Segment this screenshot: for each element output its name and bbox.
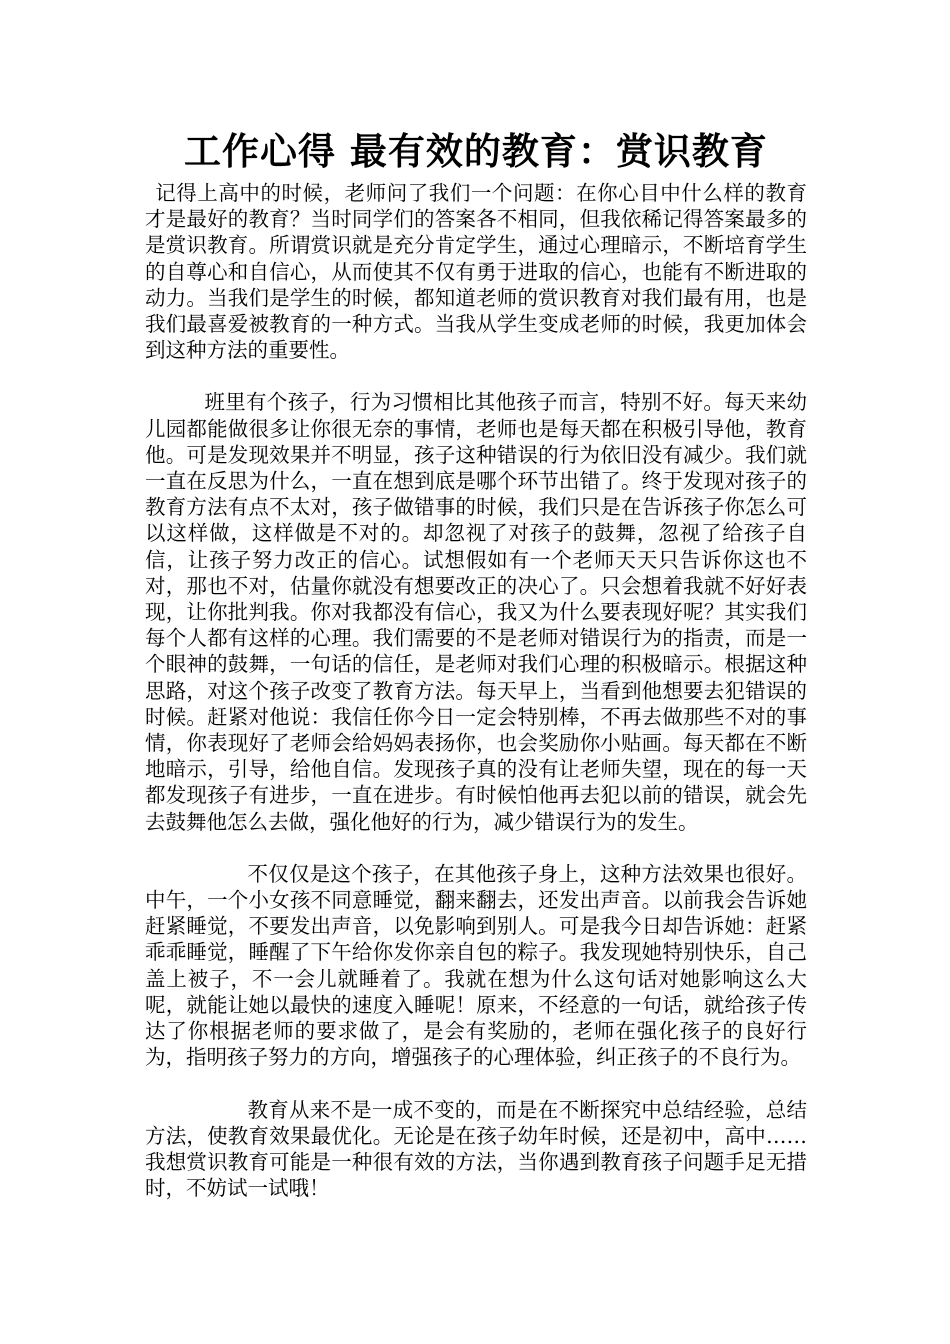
paragraph-gap <box>145 835 807 861</box>
document-title: 工作心得 最有效的教育：赏识教育 <box>184 129 768 173</box>
paragraph-4: 教育从来不是一成不变的，而是在不断探究中总结经验，总结方法，使教育效果最优化。无论是在孩子幼年时候，还是初中，高中……我想赏识教育可能是一种很有效的方法，当你遇到教育孩子问题手足无措时，不妨试一试哦！ <box>145 1097 807 1201</box>
paragraph-gap <box>145 1071 807 1097</box>
paragraph-1: 记得上高中的时候，老师问了我们一个问题：在你心目中什么样的教育才是最好的教育？当时同学们的答案各不相同，但我依稀记得答案最多的是赏识教育。所谓赏识就是充分肯定学生，通过心理暗示，不断培育学生的自尊心和自信心，从而使其不仅有勇于进取的信心，也能有不断进取的动力。当我们是学生的时候，都知道老师的赏识教育对我们最有用，也是我们最喜爱被教育的一种方式。当我从学生变成老师的时候，我更加体会到这种方法的重要性。 <box>145 181 807 363</box>
paragraph-3: 不仅仅是这个孩子，在其他孩子身上，这种方法效果也很好。中午，一个小女孩不同意睡觉，翻来翻去，还发出声音。以前我会告诉她赶紧睡觉，不要发出声音，以免影响到别人。可是我今日却告诉她：赶紧乖乖睡觉，睡醒了下午给你发你亲自包的粽子。我发现她特别快乐，自己盖上被子，不一会儿就睡着了。我就在想为什么这句话对她影响这么大呢，就能让她以最快的速度入睡呢！原来，不经意的一句话，就给孩子传达了你根据老师的要求做了，是会有奖励的，老师在强化孩子的良好行为，指明孩子努力的方向，增强孩子的心理体验，纠正孩子的不良行为。 <box>145 861 807 1070</box>
paragraph-gap <box>145 363 807 389</box>
document-page <box>145 122 807 1201</box>
paragraph-2: 班里有个孩子，行为习惯相比其他孩子而言，特别不好。每天来幼儿园都能做很多让你很无奈的事情，老师也是每天都在积极引导他，教育他。可是发现效果并不明显，孩子这种错误的行为依旧没有减少。我们就一直在反思为什么，一直在想到底是哪个环节出错了。终于发现对孩子的教育方法有点不太对，孩子做错事的时候，我们只是在告诉孩子你怎么可以这样做，这样做是不对的。却忽视了对孩子的鼓舞，忽视了给孩子自信，让孩子努力改正的信心。试想假如有一个老师天天只告诉你这也不对，那也不对，估量你就没有想要改正的决心了。只会想着我就不好好表现，让你批判我。你对我都没有信心，我又为什么要表现好呢？其实我们每个人都有这样的心理。我们需要的不是老师对错误行为的指责，而是一个眼神的鼓舞，一句话的信任，是老师对我们心理的积极暗示。根据这种思路，对这个孩子改变了教育方法。每天早上，当看到他想要去犯错误的时候。赶紧对他说：我信任你今日一定会特别棒，不再去做那些不对的事情，你表现好了老师会给妈妈表扬你，也会奖励你小贴画。每天都在不断地暗示，引导，给他自信。发现孩子真的没有让老师失望，现在的每一天都发现孩子有进步，一直在进步。有时候怕他再去犯以前的错误，就会先去鼓舞他怎么去做，强化他好的行为，减少错误行为的发生。 <box>145 390 807 834</box>
